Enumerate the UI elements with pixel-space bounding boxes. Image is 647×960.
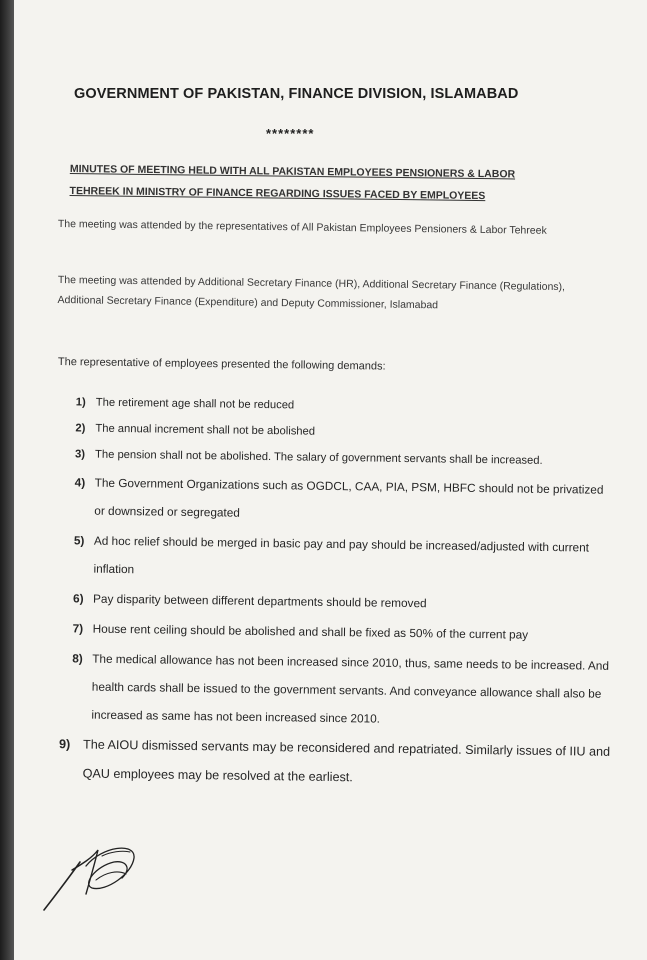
list-item [47, 526, 614, 590]
list-item [48, 468, 615, 532]
item-text: The pension shall not be abolished. The salary of government servants shall be increased. [95, 448, 543, 467]
item-text: The AIOU dismissed servants may be reconsidered and repatriated. Similarly issues of IIU and QAU employees may be resolved at the earliest. [82, 737, 611, 785]
list-item [45, 644, 612, 736]
minutes-heading [69, 158, 570, 208]
item-number: 4) [74, 475, 86, 490]
item-text: The Government Organizations such as OGDCL, CAA, PIA, PSM, HBFC should not be privatized or downsized or segregated [94, 475, 604, 520]
attendance-representatives-paragraph: The meeting was attended by the representatives of All Pakistan Employees Pensioners & Labor Tehreek [57, 217, 547, 237]
item-number: 5) [73, 533, 85, 548]
document-page [14, 0, 647, 960]
item-number: 2) [75, 422, 86, 435]
demands-intro: The representative of employees presented the following demands: [57, 356, 386, 373]
item-number: 9) [58, 737, 71, 752]
item-number: 7) [72, 621, 84, 636]
item-text: House rent ceiling should be abolished and shall be fixed as 50% of the current pay [92, 621, 529, 642]
item-text: The retirement age shall not be reduced [95, 396, 295, 412]
minutes-heading-line-2: TEHREEK IN MINISTRY OF FINANCE REGARDING ISSUES FACED BY EMPLOYEES [69, 184, 486, 203]
item-number: 1) [75, 396, 86, 409]
document-title: GOVERNMENT OF PAKISTAN, FINANCE DIVISION, ISLAMABAD [74, 86, 519, 102]
item-number: 3) [75, 448, 86, 461]
item-text: Ad hoc relief should be merged in basic pay and pay should be increased/adjusted with current inflation [93, 533, 590, 577]
item-text: Pay disparity between different departments should be removed [92, 591, 427, 611]
demands-list [44, 390, 616, 800]
signature-mark [36, 836, 146, 916]
item-text: The medical allowance has not been increased since 2010, thus, same needs to be increased. And health cards shall be issued to the government servants. And conveyance allowance shall also be increased as same has not been increased since 2010. [91, 651, 610, 726]
item-text: The annual increment shall not be abolished [95, 422, 316, 438]
minutes-heading-line-1: MINUTES OF MEETING HELD WITH ALL PAKISTAN EMPLOYEES PENSIONERS & LABOR [69, 162, 516, 181]
item-number: 8) [72, 651, 83, 666]
title-separator: ******** [266, 126, 315, 141]
scan-dark-edge [0, 0, 14, 960]
list-item [44, 730, 611, 796]
item-number: 6) [72, 591, 84, 606]
attendance-officials-paragraph: The meeting was attended by Additional Secretary Finance (HR), Additional Secretary Finance (Regulations), Additional Secretary Finance (Expenditure) and Deputy Commissioner, Islamabad [57, 273, 566, 312]
